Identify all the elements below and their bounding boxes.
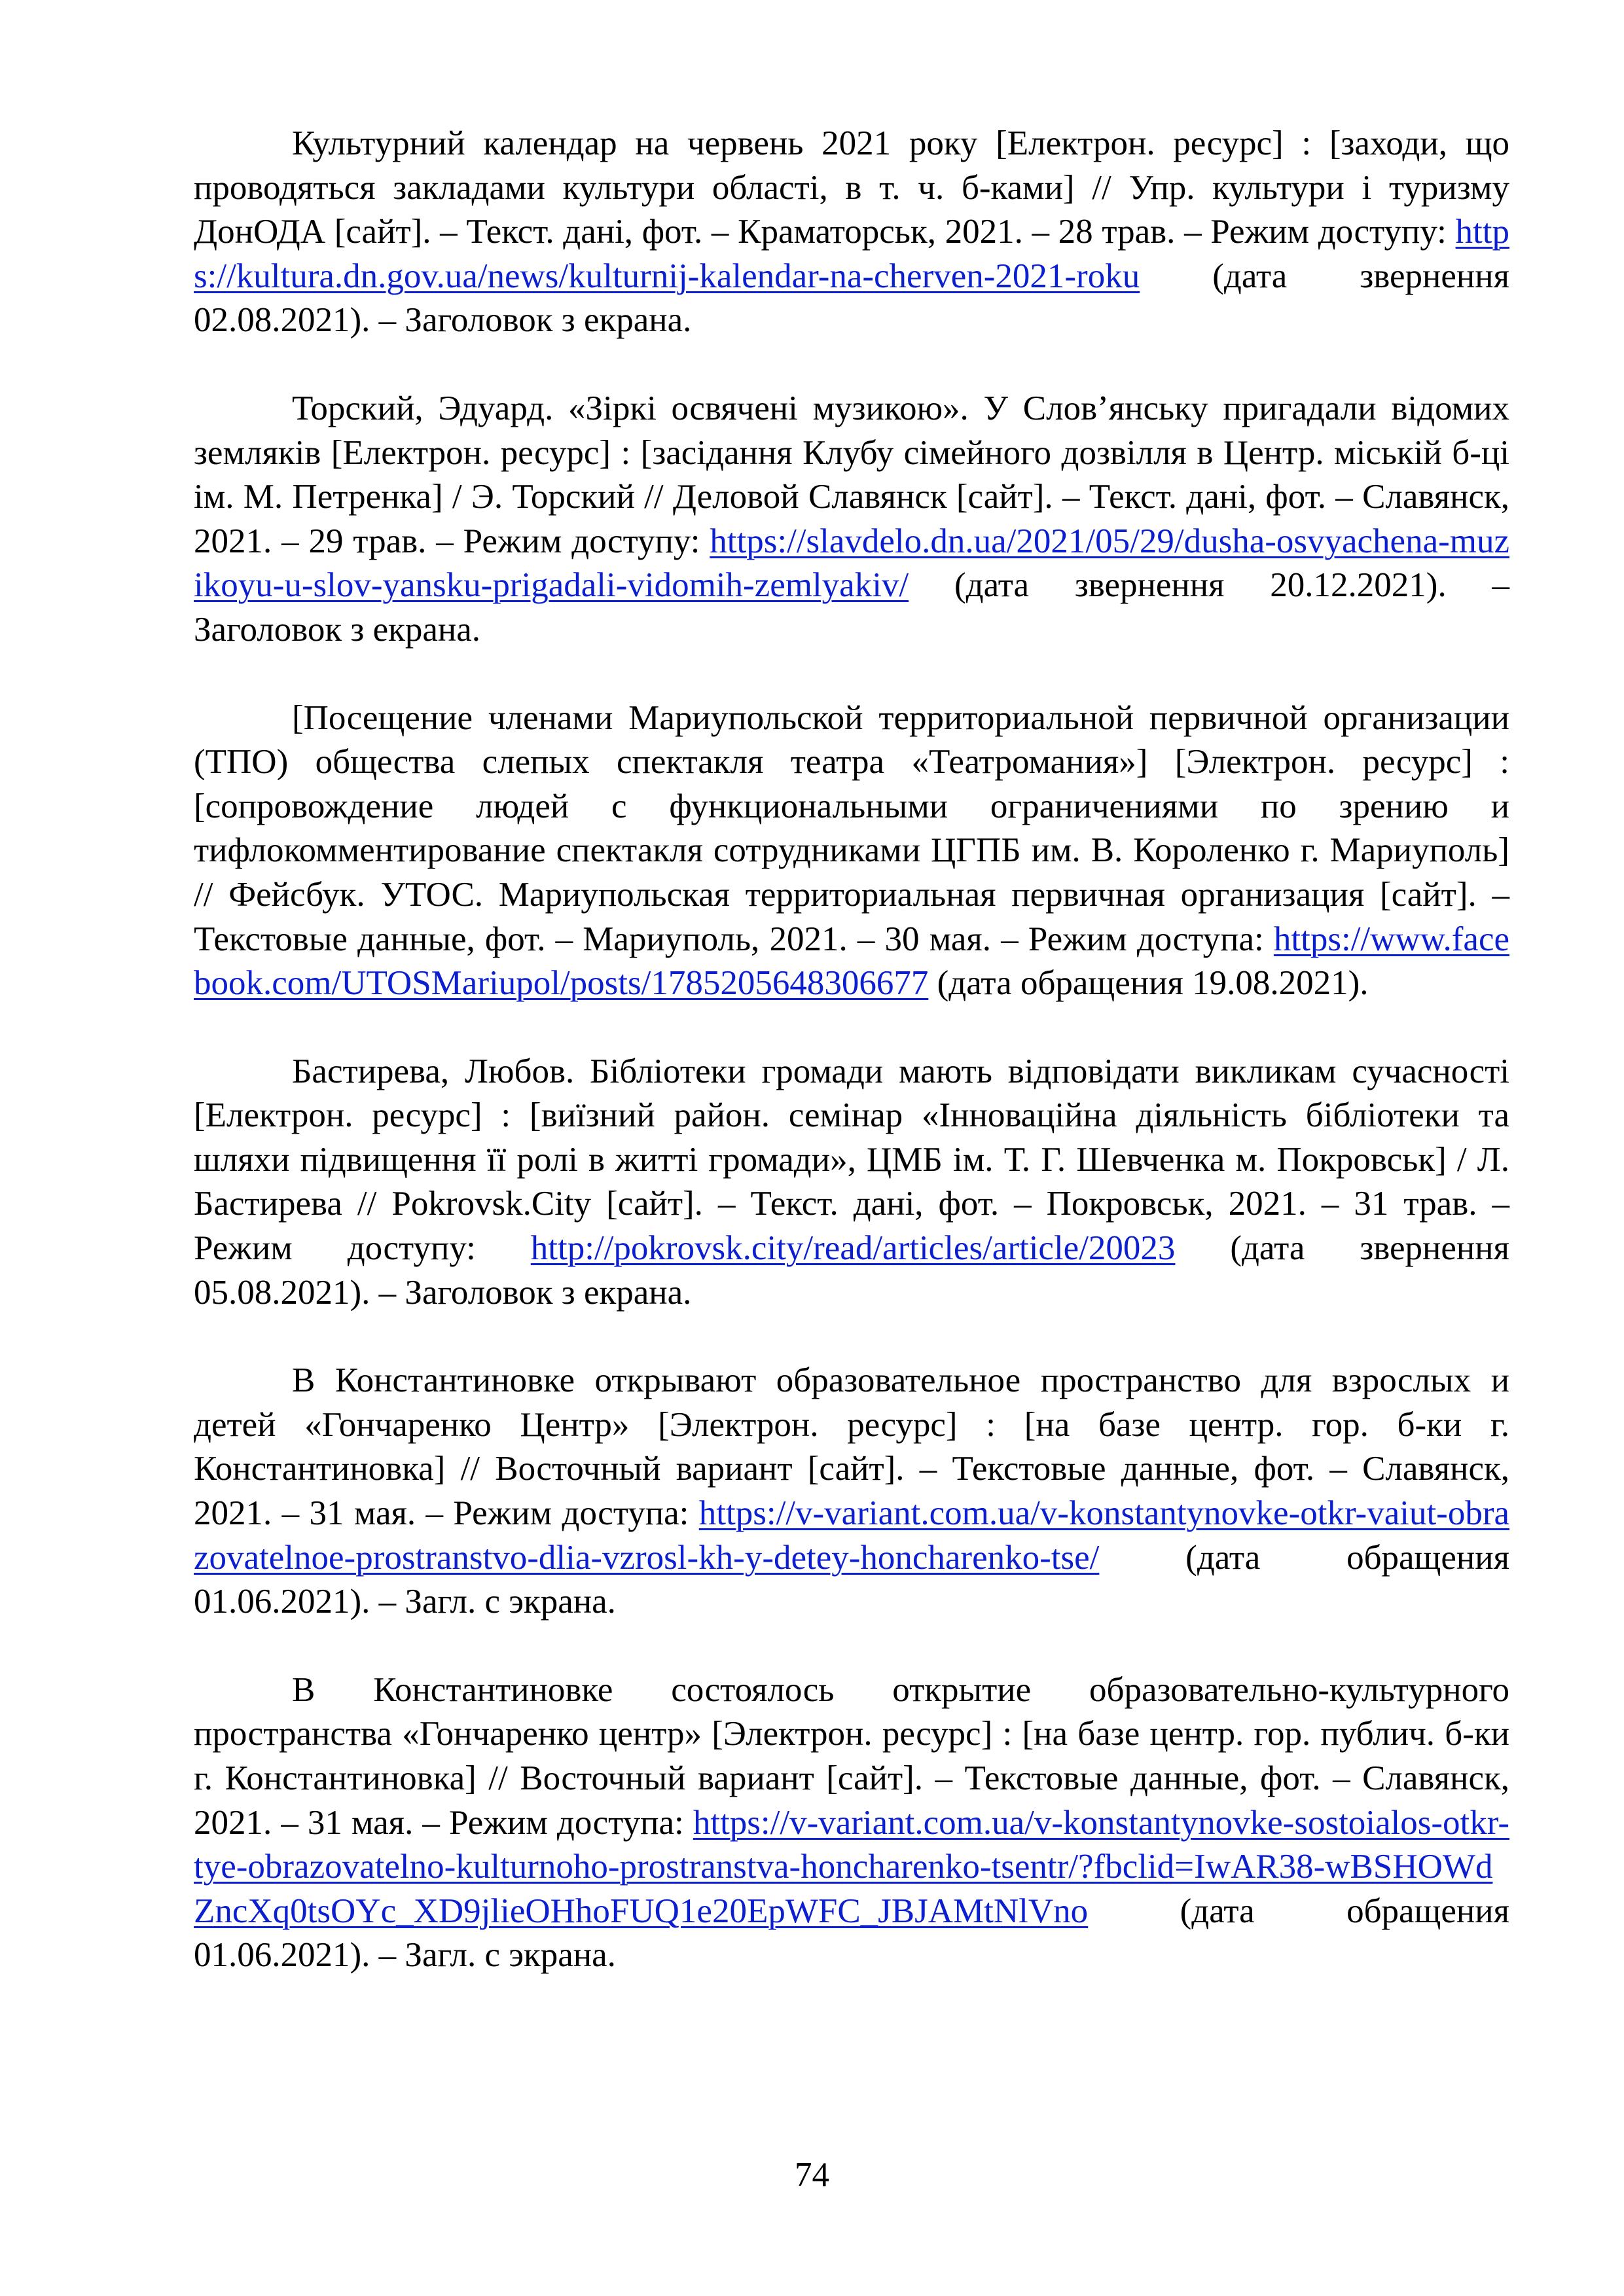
- bibliography-entry-3: [194, 696, 1509, 1006]
- entry-link[interactable]: https://www.facebook.com/UTOSMariupol/posts/1785205648306677: [194, 920, 1509, 1003]
- entry-link[interactable]: https://v-variant.com.ua/v-konstantynovke-otkr-vaiut-obrazovatelnoe-prostranstvo-dlia-vzrosl-kh-y-detey-honcharenko-tse/: [194, 1494, 1509, 1577]
- entry-link[interactable]: https://v-variant.com.ua/v-konstantynovke-sostoialos-otkr-tye-obrazovatelno-kulturnoho-prostranstva-honcharenko-tsentr/?fbclid=IwAR38-wBSHOWdZncXq0tsOYc_XD9jlieOHhoFUQ1e20EpWFC_JBJAMtNlVno: [194, 1803, 1509, 1930]
- entry-link[interactable]: http://pokrovsk.city/read/articles/article/20023: [530, 1229, 1176, 1268]
- entry-text-after: (дата звернення 20.12.2021). – Заголовок з екрана.: [194, 566, 1509, 649]
- entry-text: Торский, Эдуард. «Зіркі освячені музикою». У Слов’янську пригадали відомих земляків [Електрон. ресурс] : [засідання Клубу сімейного дозвілля в Центр. міській б-ці ім. М. Петренка] / Э. Торский // Деловой Славянск [сайт]. – Текст. дані, фот. – Славянск, 2021. – 29 трав. – Режим доступу:: [194, 389, 1509, 560]
- entry-text: [Посещение членами Мариупольской территориальной первичной организации (ТПО) общества слепых спектакля театра «Театромания»] [Электрон. ресурс] : [сопровождение людей с функциональными ограничениями по зрению и тифлокомментирование спектакля сотрудниками ЦГПБ им. В. Короленко г. Мариуполь] // Фейсбук. УТОС. Мариупольская территориальная первичная организация [сайт]. – Текстовые данные, фот. – Мариуполь, 2021. – 30 мая. – Режим доступа:: [194, 698, 1509, 958]
- bibliography-entry-4: [194, 1050, 1509, 1316]
- bibliography-list: [194, 122, 1509, 2022]
- entry-link[interactable]: https://kultura.dn.gov.ua/news/kulturnij-kalendar-na-cherven-2021-roku: [194, 213, 1509, 295]
- bibliography-entry-2: [194, 387, 1509, 653]
- entry-text-after: (дата обращения 19.08.2021).: [928, 964, 1369, 1003]
- entry-text: В Константиновке открывают образовательное пространство для взрослых и детей «Гончаренко Центр» [Электрон. ресурс] : [на базе центр. гор. б-ки г. Константиновка] // Восточный вариант [сайт]. – Текстовые данные, фот. – Славянск, 2021. – 31 мая. – Режим доступа:: [194, 1361, 1509, 1533]
- bibliography-entry-1: [194, 122, 1509, 343]
- entry-text-after: (дата обращения 01.06.2021). – Загл. с экрана.: [194, 1892, 1509, 1975]
- entry-link[interactable]: https://slavdelo.dn.ua/2021/05/29/dusha-osvyachena-muzikoyu-u-slov-yansku-prigadali-vidomih-zemlyakiv/: [194, 522, 1509, 605]
- entry-text-after: (дата звернення 02.08.2021). – Заголовок з екрана.: [194, 257, 1509, 340]
- entry-text: Бастирева, Любов. Бібліотеки громади мають відповідати викликам сучасності [Електрон. ресурс] : [виїзний район. семінар «Інноваційна діяльність бібліотеки та шляхи підвищення її ролі в житті громади», ЦМБ ім. Т. Г. Шевченка м. Покровськ] / Л. Бастирева // Pokrovsk.City [сайт]. – Текст. дані, фот. – Покровськ, 2021. – 31 трав. – Режим доступу:: [194, 1052, 1509, 1268]
- bibliography-entry-5: [194, 1359, 1509, 1624]
- entry-text: В Константиновке состоялось открытие образовательно-культурного пространства «Гончаренко центр» [Электрон. ресурс] : [на базе центр. гор. публич. б-ки г. Константиновка] // Восточный вариант [сайт]. – Текстовые данные, фот. – Славянск, 2021. – 31 мая. – Режим доступа:: [194, 1670, 1509, 1842]
- entry-text: Культурний календар на червень 2021 року [Електрон. ресурс] : [заходи, що проводяться закладами культури області, в т. ч. б-ками] // Упр. культури і туризму ДонОДА [сайт]. – Текст. дані, фот. – Краматорськ, 2021. – 28 трав. – Режим доступу:: [194, 124, 1509, 251]
- page-number: 74: [795, 2156, 829, 2194]
- entry-text-after: (дата звернення 05.08.2021). – Заголовок з екрана.: [194, 1229, 1509, 1312]
- bibliography-entry-6: [194, 1668, 1509, 1978]
- entry-text-after: (дата обращения 01.06.2021). – Загл. с экрана.: [194, 1538, 1509, 1621]
